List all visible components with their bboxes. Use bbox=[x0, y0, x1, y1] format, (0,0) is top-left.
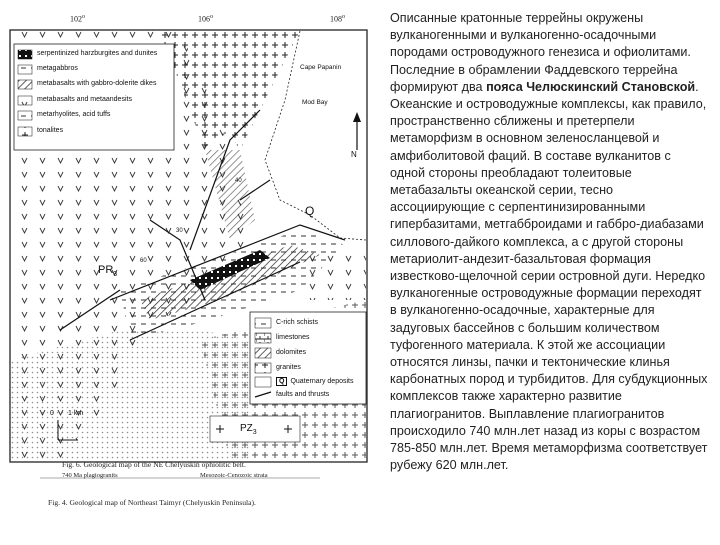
legend-label-serpentinite: serpentinized harzburgites and dunites bbox=[37, 50, 158, 57]
dip-label-40: 40 bbox=[235, 178, 242, 184]
place-label-cape-papanin: Cape Papanin bbox=[300, 64, 342, 71]
legend-label-metagabbro: metagabbros bbox=[37, 65, 78, 72]
description-paragraph bbox=[390, 10, 708, 474]
unit-label-pr: PR bbox=[98, 264, 114, 276]
caption-mid-right: Mesozoic-Cenozoic strata bbox=[200, 472, 268, 479]
caption-fig6: Fig. 6. Geological map of the NE Chelyuskin ophiolitic belt. bbox=[62, 460, 246, 469]
legend-swatch-granite bbox=[255, 363, 271, 373]
legend-label-limestone: limestones bbox=[276, 334, 310, 341]
unit-label-q: Q bbox=[305, 204, 315, 218]
unit-label-pr3 bbox=[98, 264, 117, 278]
unit-label-pz3 bbox=[240, 423, 257, 436]
place-label-mod-bay: Mod Bay bbox=[302, 99, 328, 106]
dip-label-30: 30 bbox=[176, 228, 183, 234]
description-text-bold: пояса Челюскинский Становской bbox=[486, 79, 696, 94]
description-text-panel bbox=[390, 10, 708, 535]
caption-fig4: Fig. 4. Geological map of Northeast Taimyr (Chelyuskin Peninsula). bbox=[48, 498, 256, 507]
unit-label-pr-sub: 3 bbox=[113, 271, 118, 279]
legend-label-metarhyolite: metarhyolites, acid tuffs bbox=[37, 111, 111, 118]
legend-swatch-limestone bbox=[255, 333, 271, 343]
legend-label-granite: granites bbox=[276, 364, 301, 371]
description-text-part1: Описанные кратонные террейны окружены вулканогенными и вулканогенно-осадочными породами островодужного генезиса и офиолитами. Последние в обрамлении Фаддевского террейна формируют два bbox=[390, 11, 691, 94]
description-text-part2: . Океанские и островодужные комплексы, как правило, пространственно сближены и претерпели метаморфизм в основном зеленосланцевой и амфиболитовой фаций. В составе вулканитов с одной стороны преобладают толеитовые метабазальты океанской серии, тесно ассоциирующие с серпентинизированными гипербазитами, метгабброидами и габбро-диабазами силлового-дайкого комплекса, а с другой стороны метариолит-андезит-базальтовая формация известково-щелочной серии островной дуги. Нередко вулканогенные островодужные формации переходят в вулканогенно-осадочные, характерные для задуговых бассейнов с большим количеством туфогенного материала. К этой же ассоциации относятся линзы, пачки и тектонические клинья карбонатных пород и турбидитов. Для субдукционных комплексов также характерно развитие плагиогранитов. Выплавление плагиогранитов происходило 740 млн.лет назад из коры с возрастом 785-850 млн.лет. Время метаморфизма соответствует рубежу 620 млн.лет. bbox=[390, 79, 708, 473]
legend-label-quaternary-text: Quaternary deposits bbox=[290, 378, 354, 385]
legend-label-gabbro-dolerite: metabasalts with gabbro-dolerite dikes bbox=[37, 80, 157, 87]
legend-swatch-metagabbro bbox=[18, 65, 32, 74]
legend-swatch-tonalite bbox=[18, 127, 32, 136]
metabasalt-east bbox=[300, 250, 366, 300]
legend-label-c-rich: C-rich schists bbox=[276, 319, 319, 326]
dip-label-60: 60 bbox=[140, 258, 147, 264]
scale-km-label: 1 km bbox=[68, 410, 84, 417]
legend-swatch-dolomite bbox=[255, 348, 271, 358]
scale-zero-label: 0 bbox=[50, 410, 54, 417]
legend-swatch-gabbro-dolerite bbox=[18, 80, 32, 89]
coord-label-1: 102$^o$ bbox=[70, 14, 85, 24]
legend-label-fault: faults and thrusts bbox=[276, 391, 330, 398]
legend-swatch-c-rich bbox=[255, 318, 271, 328]
north-arrow-label: N bbox=[351, 150, 357, 159]
caption-mid-left: 740 Ma plagiogranits bbox=[62, 472, 118, 479]
legend-swatch-quaternary bbox=[255, 377, 271, 387]
legend-label-metabasalt: metabasalts and metaandesits bbox=[37, 96, 132, 103]
legend-swatch-metabasalt bbox=[18, 96, 32, 105]
coord-label-2: 106$^o$ bbox=[198, 14, 213, 24]
legend-label-tonalite: tonalites bbox=[37, 127, 64, 134]
legend-label-quaternary bbox=[276, 378, 354, 385]
unit-label-pz-sub: 3 bbox=[252, 429, 257, 436]
legend-swatch-metarhyolite bbox=[18, 111, 32, 120]
legend-q-symbol: Q bbox=[276, 377, 287, 386]
unit-label-pz: PZ bbox=[240, 423, 253, 434]
legend-label-dolomite: dolomites bbox=[276, 349, 306, 356]
coord-label-3: 108$^o$ bbox=[330, 14, 345, 24]
legend-swatch-serpentinite bbox=[18, 50, 32, 59]
